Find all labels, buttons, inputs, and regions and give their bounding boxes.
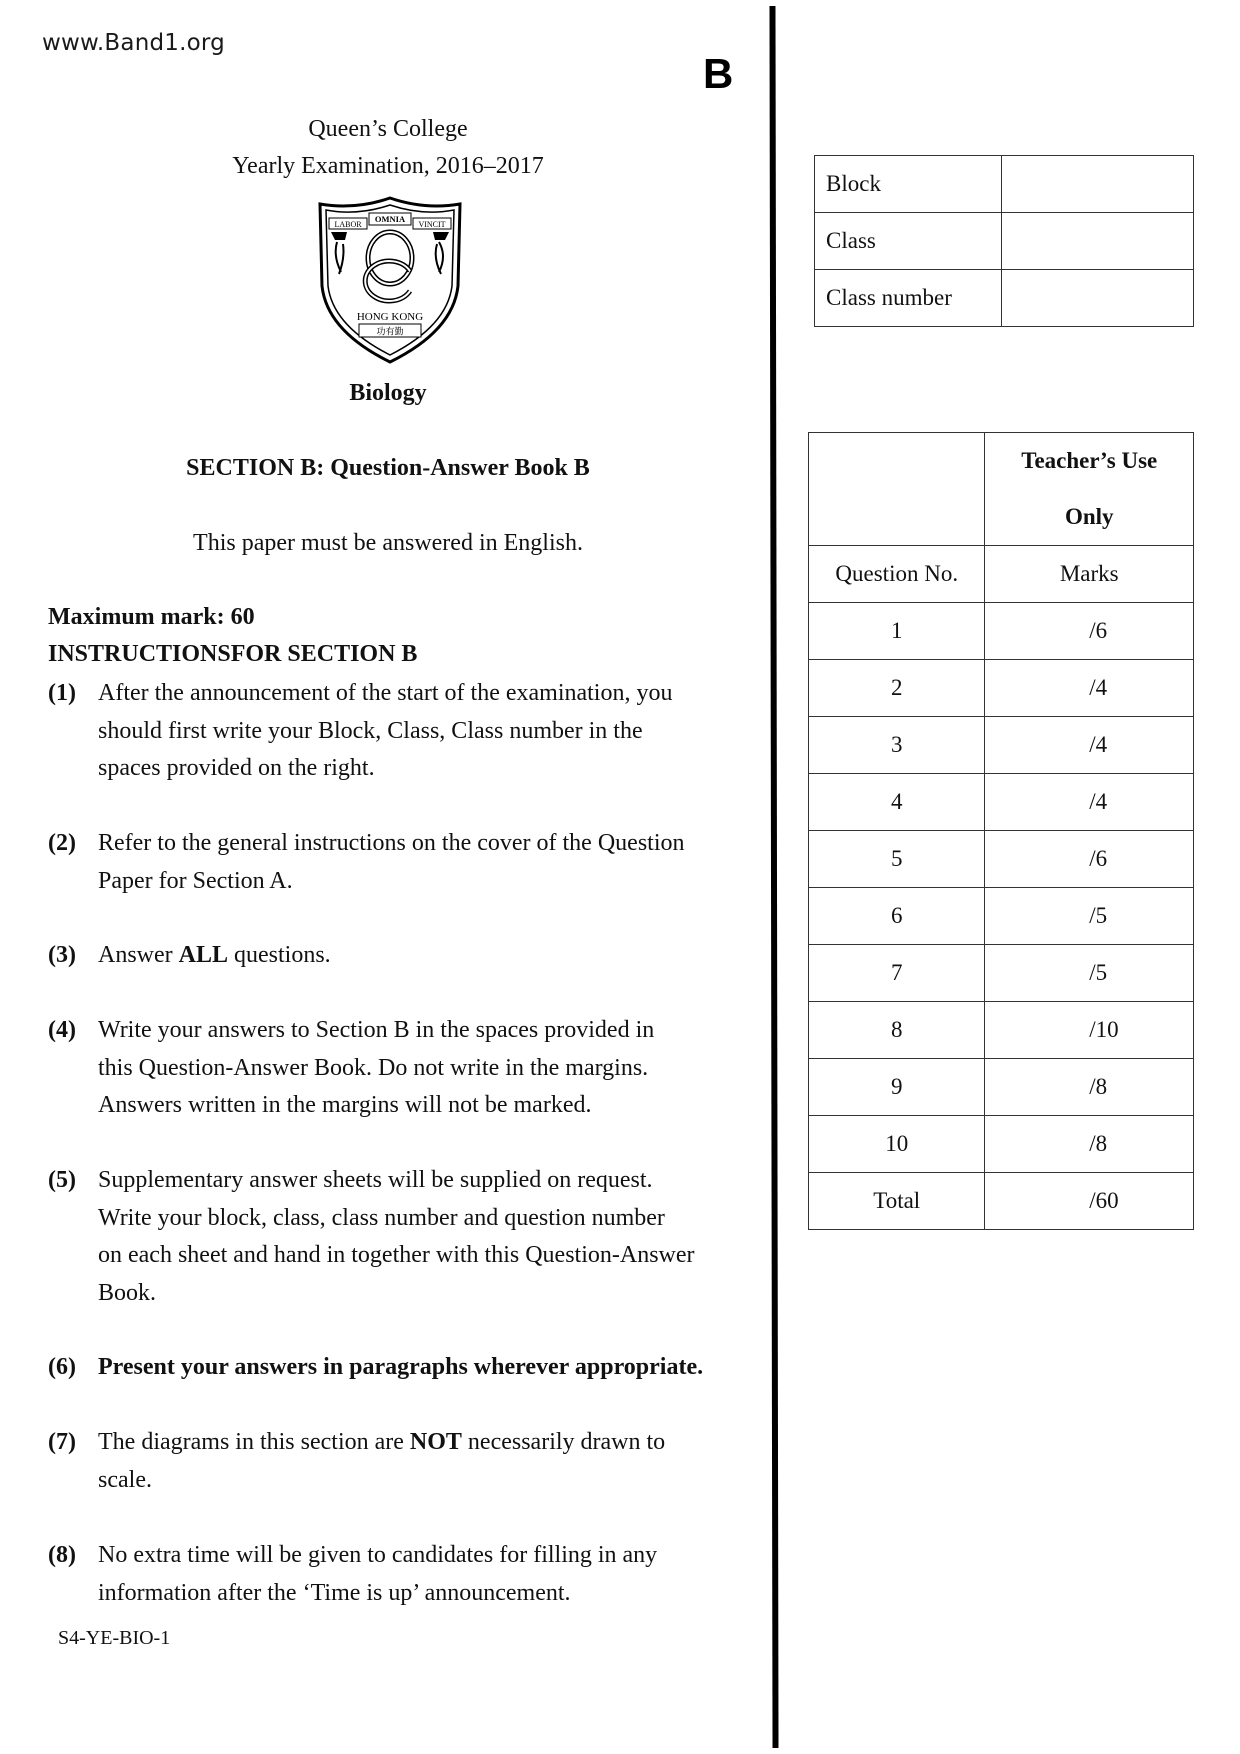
marks-cell: /5 — [985, 945, 1194, 1002]
teacher-use-header: Teacher’s Use Only — [985, 433, 1194, 546]
marks-cell: /6 — [985, 603, 1194, 660]
instruction-line: Answer ALL questions. — [98, 942, 331, 968]
instruction-line: information after the ‘Time is up’ announcement. — [98, 1579, 571, 1606]
instruction-line: Write your block, class, class number and question number — [98, 1204, 665, 1231]
question-number: 7 — [809, 945, 985, 1002]
marks-header: Marks — [985, 546, 1194, 603]
instruction-item-2 — [48, 825, 748, 900]
table-row — [809, 660, 1194, 717]
school-crest-icon — [315, 196, 465, 364]
instruction-line: Answers written in the margins will not be marked. — [98, 1092, 592, 1118]
svg-text:VINCIT: VINCIT — [418, 220, 446, 229]
question-number: 4 — [809, 774, 985, 831]
total-row — [809, 1173, 1194, 1230]
question-number: 8 — [809, 1002, 985, 1059]
table-row — [815, 213, 1194, 270]
question-number: 2 — [809, 660, 985, 717]
watermark-url: www.Band1.org — [42, 30, 225, 56]
svg-text:HONG KONG: HONG KONG — [356, 311, 424, 323]
instruction-line: Present your answers in paragraphs wherever appropriate. — [98, 1354, 704, 1380]
block-field[interactable] — [1002, 156, 1194, 213]
instruction-line: Supplementary answer sheets will be supplied on request. — [98, 1167, 653, 1193]
instruction-line: After the announcement of the start of the examination, you — [98, 680, 673, 706]
instruction-item-7 — [48, 1424, 748, 1499]
table-row — [809, 1116, 1194, 1173]
table-row — [809, 1059, 1194, 1116]
school-name: Queen’s College — [308, 116, 468, 142]
info-label-block: Block — [815, 156, 1002, 213]
total-marks-cell: /60 — [985, 1173, 1194, 1230]
question-number: 1 — [809, 603, 985, 660]
emphasis: NOT — [409, 1429, 462, 1455]
question-number: 9 — [809, 1059, 985, 1116]
instruction-line: scale. — [98, 1466, 152, 1493]
instruction-item-1 — [48, 675, 748, 788]
svg-text:OMNIA: OMNIA — [374, 214, 406, 224]
instruction-number: (8) — [48, 1542, 76, 1568]
table-row — [815, 270, 1194, 327]
instructions-heading: INSTRUCTIONSFOR SECTION B — [48, 641, 418, 667]
marks-cell: /6 — [985, 831, 1194, 888]
marks-cell: /4 — [985, 660, 1194, 717]
total-label: Total — [809, 1173, 985, 1230]
teacher-marks-table — [808, 432, 1194, 1230]
question-number: 6 — [809, 888, 985, 945]
instruction-number: (5) — [48, 1167, 76, 1193]
instruction-item-3 — [48, 937, 748, 975]
instruction-line: The diagrams in this section are NOT necessarily drawn to — [98, 1429, 666, 1455]
question-number: 3 — [809, 717, 985, 774]
info-label-class: Class — [815, 213, 1002, 270]
table-row — [809, 831, 1194, 888]
maximum-mark: Maximum mark: 60 — [48, 604, 255, 630]
table-header-row — [809, 433, 1194, 546]
instruction-item-6 — [48, 1349, 748, 1387]
instruction-line: should first write your Block, Class, Class number in the — [98, 717, 643, 744]
instruction-number: (1) — [48, 680, 76, 706]
emphasis: ALL — [178, 942, 229, 968]
instruction-line: on each sheet and hand in together with this Question-Answer — [98, 1242, 695, 1268]
language-note: This paper must be answered in English. — [193, 530, 583, 556]
table-row — [809, 1002, 1194, 1059]
instruction-line: Book. — [98, 1279, 157, 1306]
svg-text:LABOR: LABOR — [334, 220, 362, 229]
table-header-row — [809, 546, 1194, 603]
instruction-number: (4) — [48, 1017, 76, 1043]
instruction-item-4 — [48, 1012, 748, 1125]
table-row — [809, 603, 1194, 660]
student-info-table — [814, 155, 1194, 327]
instruction-number: (2) — [48, 830, 76, 856]
marks-cell: /4 — [985, 717, 1194, 774]
subject-title: Biology — [349, 380, 427, 406]
book-letter: B — [703, 50, 734, 97]
instruction-line: spaces provided on the right. — [98, 755, 375, 781]
instruction-line: this Question-Answer Book. Do not write in the margins. — [98, 1054, 649, 1081]
empty-header-cell — [809, 433, 985, 546]
instruction-line: Paper for Section A. — [98, 867, 293, 894]
instruction-line: Refer to the general instructions on the cover of the Question — [98, 830, 685, 856]
marks-cell: /5 — [985, 888, 1194, 945]
question-number: 10 — [809, 1116, 985, 1173]
section-title: SECTION B: Question-Answer Book B — [186, 455, 590, 481]
instruction-item-8 — [48, 1537, 748, 1612]
question-number: 5 — [809, 831, 985, 888]
instruction-number: (3) — [48, 942, 76, 968]
marks-cell: /8 — [985, 1116, 1194, 1173]
instruction-line: Write your answers to Section B in the spaces provided in — [98, 1017, 655, 1043]
table-row — [815, 156, 1194, 213]
instruction-item-5 — [48, 1162, 748, 1312]
info-label-class-number: Class number — [815, 270, 1002, 327]
table-row — [809, 945, 1194, 1002]
class-number-field[interactable] — [1002, 270, 1194, 327]
marks-cell: /8 — [985, 1059, 1194, 1116]
instruction-number: (7) — [48, 1429, 76, 1455]
table-row — [809, 717, 1194, 774]
exam-title: Yearly Examination, 2016–2017 — [232, 153, 544, 179]
instruction-line: No extra time will be given to candidates for filling in any — [98, 1542, 658, 1568]
svg-text:功有勤: 功有勤 — [376, 327, 404, 338]
table-row — [809, 774, 1194, 831]
question-no-header: Question No. — [809, 546, 985, 603]
paper-code: S4-YE-BIO-1 — [58, 1627, 171, 1649]
table-row — [809, 888, 1194, 945]
class-field[interactable] — [1002, 213, 1194, 270]
instruction-number: (6) — [48, 1354, 76, 1380]
marks-cell: /10 — [985, 1002, 1194, 1059]
marks-cell: /4 — [985, 774, 1194, 831]
page-divider — [769, 6, 778, 1748]
